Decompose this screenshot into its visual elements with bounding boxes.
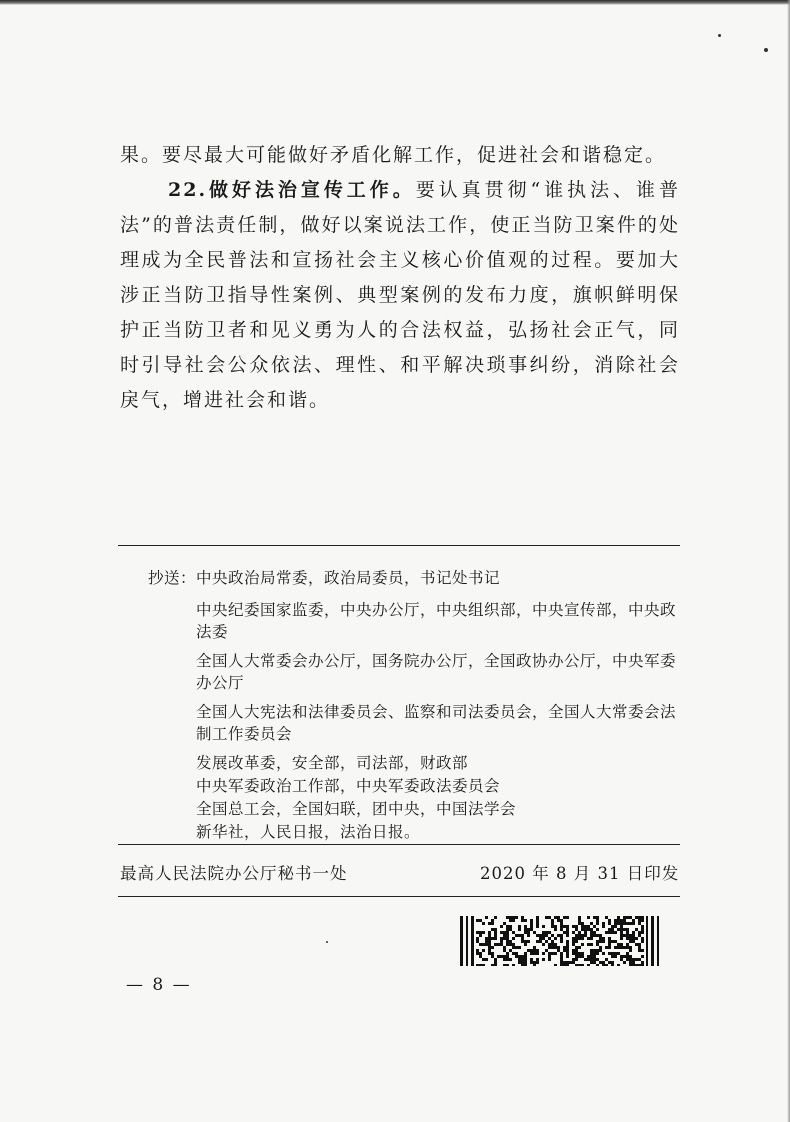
cc-recipient-line: 发展改革委，安全部，司法部，财政部 — [196, 754, 469, 772]
page-number: — 8 — — [126, 975, 192, 995]
cc-recipient-line: 新华社，人民日报，法治日报。 — [196, 823, 421, 841]
barcode-image — [460, 916, 660, 966]
scan-speck — [718, 34, 721, 37]
body-paragraph-22 — [120, 173, 680, 418]
cc-label: 抄送： — [148, 569, 197, 587]
scan-speck — [764, 48, 768, 52]
cc-recipient-line: 中央政治局常委，政治局委员，书记处书记 — [196, 569, 501, 587]
paragraph-text: 要认真贯彻“谁执法、谁普法”的普法责任制，做好以案说法工作，使正当防卫案件的处理成为全民普法和宣扬社会主义核心价值观的过程。要加大涉正当防卫指导性案例、典型案例的发布力度，旗帜鲜明保护正当防卫者和见义勇为人的合法权益，弘扬社会正气，同时引导社会公众依法、理性、和平解决琐事纠纷，消除社会戾气，增进社会和谐。 — [120, 179, 680, 411]
issue-date: 2020 年 8 月 31 日印发 — [480, 864, 680, 883]
scan-edge-top — [0, 0, 790, 5]
cc-recipient-line: 全国总工会，全国妇联，团中央，中国法学会 — [196, 800, 517, 818]
cc-recipient-line: 全国人大常委会办公厅，国务院办公厅，全国政协办公厅，中央军委办公厅 — [196, 652, 677, 692]
paragraph-heading: 22.做好法治宣传工作。 — [168, 179, 416, 201]
cc-recipient-line: 中央纪委国家监委，中央办公厅，中央组织部，中央宣传部，中央政法委 — [196, 601, 677, 641]
body-paragraph-continuation: 果。要尽最大可能做好矛盾化解工作，促进社会和谐稳定。 — [120, 144, 667, 166]
cc-recipient-line: 全国人大宪法和法律委员会、监察和司法委员会，全国人大常委会法制工作委员会 — [196, 703, 677, 743]
footer-top-rule — [118, 844, 680, 845]
footer-bottom-rule — [118, 896, 680, 897]
cc-top-rule — [118, 545, 680, 546]
issuing-office: 最高人民法院办公厅秘书一处 — [120, 864, 348, 883]
scan-speck — [326, 941, 328, 943]
cc-recipient-line: 中央军委政治工作部，中央军委政法委员会 — [196, 777, 501, 795]
